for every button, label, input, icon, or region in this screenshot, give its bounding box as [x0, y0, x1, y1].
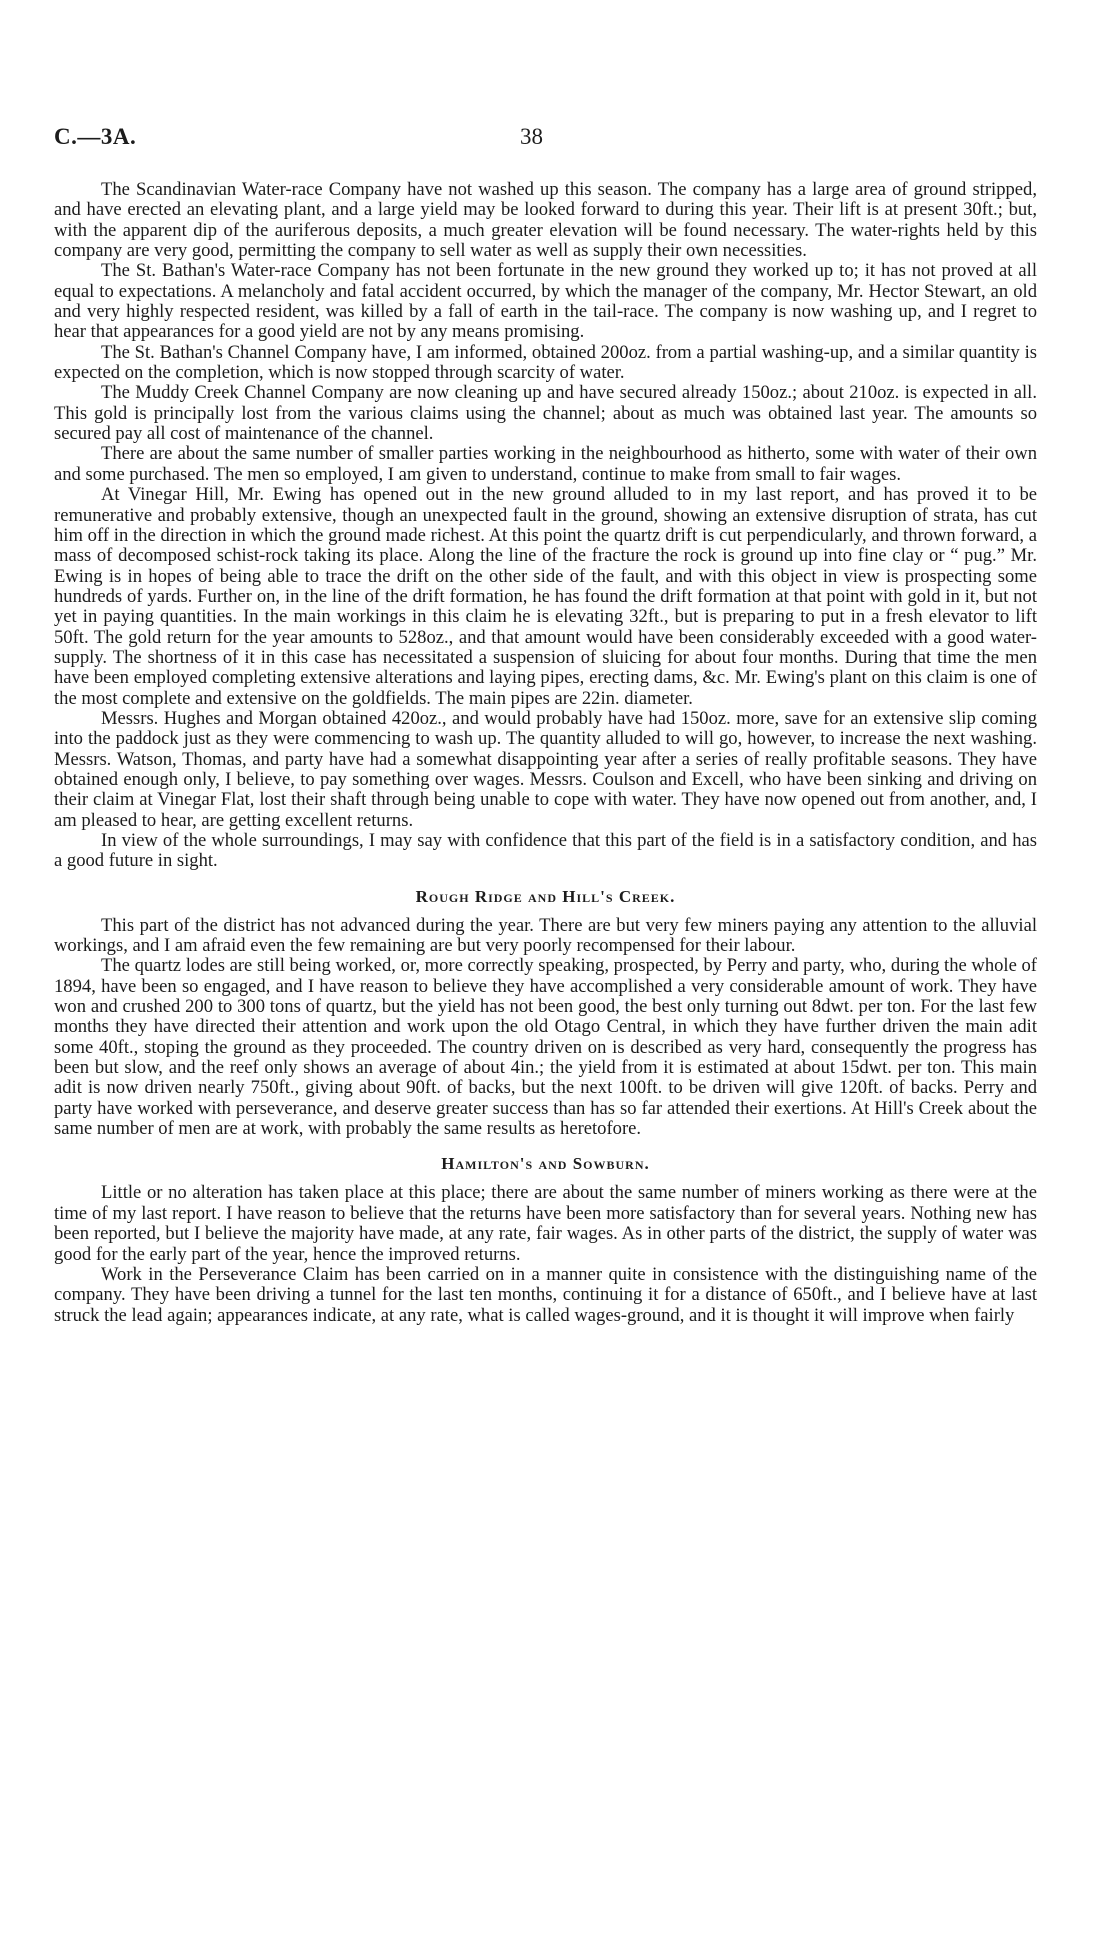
paragraph: The Muddy Creek Channel Company are now cleaning up and have secured already 150oz.; about 210oz. is expected in all. This gold is principally lost from the various claims using the channel; about as much was obtained last year. The amounts so secured pay all cost of maintenance of the channel. — [54, 382, 1037, 445]
paragraph: Messrs. Hughes and Morgan obtained 420oz., and would probably have had 150oz. more, save for an extensive slip coming into the paddock just as they were commencing to wash up. The quantity alluded to will go, however, to increase the next washing. Messrs. Watson, Thomas, and party have had a somewhat disappointing year after a series of really profitable seasons. They have obtained enough only, I believe, to pay something over wages. Messrs. Coulson and Excell, who have been sinking and driving on their claim at Vinegar Flat, lost their shaft through being unable to cope with water. They have now opened out from another, and, I am pleased to hear, are getting excellent returns. — [54, 707, 1037, 831]
paragraph: Little or no alteration has taken place at this place; there are about the same number of miners working as there were at the time of my last report. I have reason to believe that the returns have been more satisfactory than for several years. Nothing new has been reported, but I believe the majority have made, at any rate, fair wages. As in other parts of the district, the supply of water was good for the early part of the year, hence the improved returns. — [54, 1182, 1037, 1265]
paragraph: The St. Bathan's Channel Company have, I am informed, obtained 200oz. from a partial washing-up, and a similar quantity is expected on the completion, which is now stopped through scarcity of water. — [54, 341, 1037, 384]
paragraph: This part of the district has not advanced during the year. There are but very few miners paying any attention to the alluvial workings, and I am afraid even the few remaining are but very poorly recompensed for their labour. — [54, 914, 1037, 957]
page-header — [0, 124, 1114, 154]
paragraph: The St. Bathan's Water-race Company has not been fortunate in the new ground they worked up to; it has not proved at all equal to expectations. A melancholy and fatal accident occurred, by which the manager of the company, Mr. Hector Stewart, an old and very highly respected resident, was killed by a fall of earth in the tail-race. The company is now washing up, and I regret to hear that appearances for a good yield are not by any means promising. — [54, 260, 1037, 343]
paragraph: The quartz lodes are still being worked, or, more correctly speaking, prospected, by Perry and party, who, during the whole of 1894, have been so engaged, and I have reason to believe they have accomplished a very considerable amount of work. They have won and crushed 200 to 300 tons of quartz, but the yield has not been good, the best only turning out 8dwt. per ton. For the last few months they have directed their attention and work upon the old Otago Central, in which they have further driven the main adit some 40ft., stoping the ground as they proceeded. The country driven on is described as very hard, consequently the progress has been but slow, and the reef only shows an average of about 4in.; the yield from it is estimated at about 15dwt. per ton. This main adit is now driven nearly 750ft., giving about 90ft. of backs, but the next 100ft. to be driven will give 120ft. of backs. Perry and party have worked with perseverance, and deserve greater success than has so far attended their exertions. At Hill's Creek about the same number of men are at work, with probably the same results as heretofore. — [54, 955, 1037, 1140]
document-body — [54, 180, 1037, 1326]
paragraph: In view of the whole surroundings, I may say with confidence that this part of the field is in a satisfactory condition, and has a good future in sight. — [54, 830, 1037, 872]
section-heading: Rough Ridge and Hill's Creek. — [415, 886, 676, 906]
paragraph: The Scandinavian Water-race Company have not washed up this season. The company has a large area of ground stripped, and have erected an elevating plant, and a large yield may be looked forward to during this year. Their lift is at present 30ft.; but, with the apparent dip of the auriferous deposits, a much greater elevation will be found necessary. The water-rights held by this company are very good, permitting the company to sell water as well as supply their own necessities. — [54, 179, 1037, 262]
document-code: C.—3A. — [54, 124, 137, 149]
section-heading: Hamilton's and Sowburn. — [441, 1154, 650, 1174]
paragraph: At Vinegar Hill, Mr. Ewing has opened out in the new ground alluded to in my last report, and has proved it to be remunerative and probably extensive, though an unexpected fault in the ground, showing an extensive disruption of strata, has cut him off in the direction in which the ground made richest. At this point the quartz drift is cut perpendicularly, and thrown forward, a mass of decomposed schist-rock taking its place. Along the line of the fracture the rock is ground up into fine clay or “ pug.” Mr. Ewing is in hopes of being able to trace the drift on the other side of the fault, and with this object in view is prospecting some hundreds of yards. Further on, in the line of the drift formation, he has found the drift formation at that point with gold in it, but not yet in paying quantities. In the main workings in this claim he is elevating 32ft., but is preparing to put in a fresh elevator to lift 50ft. The gold return for the year amounts to 528oz., and that amount would have been considerably exceeded with a good water-supply. The shortness of it in this case has necessitated a suspension of sluicing for about four months. During that time the men have been employed completing extensive alterations and laying pipes, erecting dams, &c. Mr. Ewing's plant on this claim is one of the most complete and extensive on the goldfields. The main pipes are 22in. diameter. — [54, 484, 1037, 709]
paragraph: There are about the same number of smaller parties working in the neighbourhood as hitherto, some with water of their own and some purchased. The men so employed, I am given to understand, continue to make from small to fair wages. — [54, 443, 1037, 485]
paragraph: Work in the Perseverance Claim has been carried on in a manner quite in consistence with the distinguishing name of the company. They have been driving a tunnel for the last ten months, continuing it for a distance of 650ft., and I believe have at last struck the lead again; appearances indicate, at any rate, what is called wages-ground, and it is thought it will improve when fairly — [54, 1263, 1037, 1326]
page-number: 38 — [520, 124, 543, 149]
